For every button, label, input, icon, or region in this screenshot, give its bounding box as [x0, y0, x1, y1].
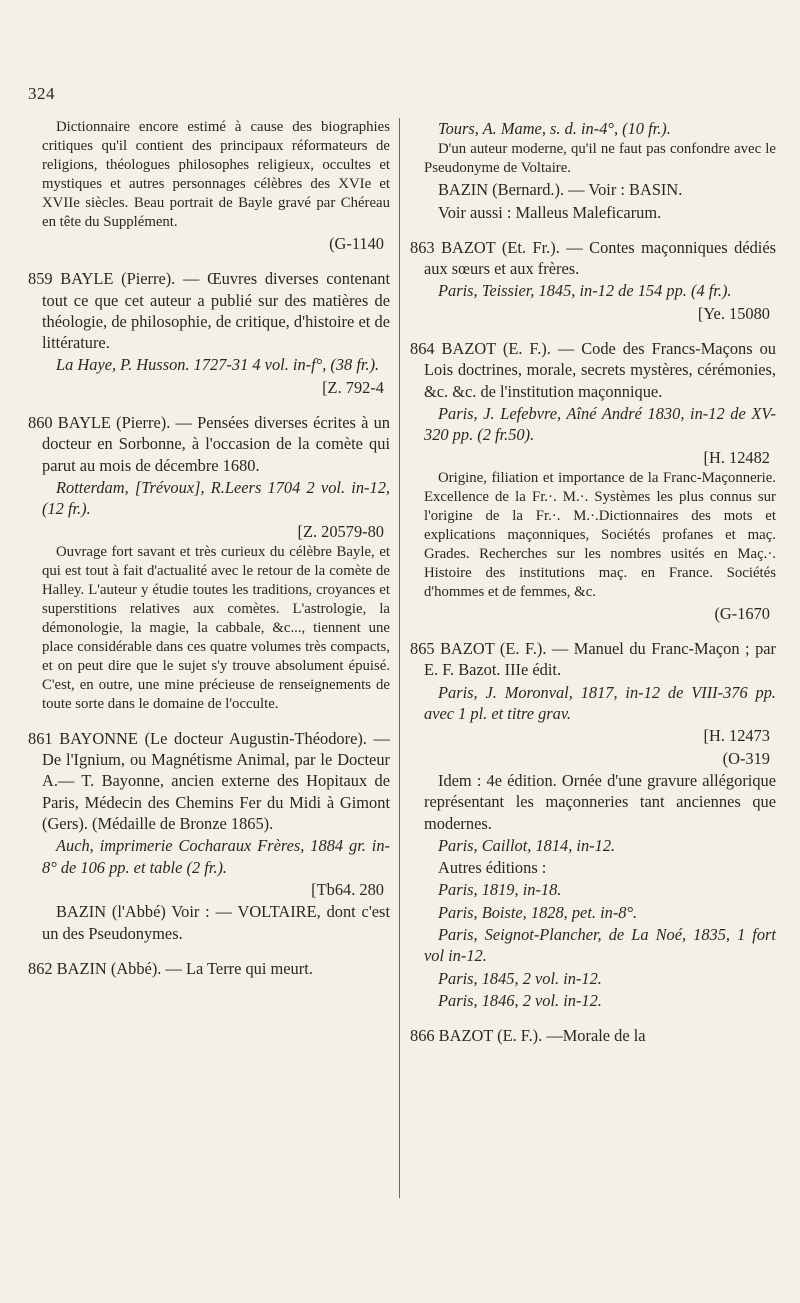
shelfmark: [Tb64. 280: [311, 879, 384, 899]
catalog-entry: 861 BAYONNE (Le docteur Augustin-Théodore). — De l'Ignium, ou Magnétisme Animal, par le Docteur A.— T. Bayonne, ancien externe des Hopitaux de Paris, Médecin des Chemins Fer du Midi à Gimont (Gers). (Médaille de Bronze 1865).: [28, 728, 390, 834]
shelfmark: (G-1670: [714, 603, 770, 623]
annotation-note: D'un auteur moderne, qu'il ne faut pas confondre avec le Pseudonyme de Voltaire.: [424, 141, 776, 177]
imprint-line: Auch, imprimerie Cocharaux Frères, 1884 gr. in-8° de 106 pp. et table (2 fr.).: [42, 836, 390, 877]
shelfmark: [H. 12473: [703, 726, 770, 746]
shelfmark: [Z. 792-4: [322, 377, 384, 397]
annotation-note: Origine, filiation et importance de la Franc-Maçonnerie. Excellence de la Fr.·. M.·. Systèmes les plus connus sur l'origine de la Fr.·. M.·.Dictionnaires des mots et explications maçonniques, Sociétés profanes et maç. Grades. Recherches sur les nombres usités en Maç.·. Histoire des institutions maç. en France. Sociétés d'hommes et de femmes, &c.: [424, 469, 776, 600]
catalog-entry: 863 BAZOT (Et. Fr.). — Contes maçonniques dédiés aux sœurs et aux frères.: [410, 237, 776, 279]
catalog-entry: 859 BAYLE (Pierre). — Œuvres diverses contenant tout ce que cet auteur a publié sur des matières de théologie, de philosophie, de critique, d'histoire et de littérature.: [28, 269, 390, 353]
catalog-entry: 864 BAZOT (E. F.). — Code des Francs-Maçons ou Lois doctrines, morale, secrets mystères, cérémonies, &c. &c. de l'institution maçonnique.: [410, 339, 776, 401]
imprint-line: Paris, J. Lefebvre, Aîné André 1830, in-12 de XV-320 pp. (2 fr.50).: [424, 403, 776, 445]
page-number: 324: [28, 84, 55, 103]
right-column: [410, 118, 776, 1048]
imprint-line: Paris, 1819, in-18.: [438, 880, 562, 900]
cross-reference: Autres éditions :: [438, 858, 547, 878]
shelfmark: [Z. 20579-80: [297, 521, 384, 541]
annotation-note: Ouvrage fort savant et très curieux du célèbre Bayle, et qui est tout à fait d'actualité avec le retour de la comète de Halley. L'auteur y étudie toutes les traditions, croyances et superstitions relatives aux comètes. L'astrologie, la démonologie, la magie, la cabbale, &c..., tiennent une place considérable dans ces quatre volumes très compacts, et on peut dire que le sujet s'y trouve absolument épuisé. C'est, en outre, une mine précieuse de renseignements de toute sorte dans le domaine de l'occulte.: [42, 543, 390, 712]
annotation-note: Dictionnaire encore estimé à cause des biographies critiques qu'il contient des principaux réformateurs de religions, théologues philosophes religieux, occultes et mystiques et autres personnages célèbres des XVIe et XVIIe siècles. Beau portrait de Bayle gravé par Chéreau en tête du Supplément.: [42, 119, 390, 230]
imprint-line: Paris, 1845, 2 vol. in-12.: [438, 968, 602, 988]
imprint-line: La Haye, P. Husson. 1727-31 4 vol. in-f°, (38 fr.).: [56, 355, 380, 375]
catalog-entry: 862 BAZIN (Abbé). — La Terre qui meurt.: [28, 958, 313, 978]
shelfmark: (G-1140: [329, 234, 384, 253]
shelfmark: (O-319: [722, 748, 770, 768]
catalog-entry: 866 BAZOT (E. F.). —Morale de la: [410, 1026, 646, 1046]
catalog-entry: 865 BAZOT (E. F.). — Manuel du Franc-Maçon ; par E. F. Bazot. IIIe édit.: [410, 639, 776, 680]
imprint-line: Paris, Caillot, 1814, in-12.: [438, 835, 616, 855]
cross-reference: BAZIN (l'Abbé) Voir : — VOLTAIRE, dont c'est un des Pseudonymes.: [42, 902, 390, 943]
left-column: [28, 118, 390, 980]
imprint-line: Paris, 1846, 2 vol. in-12.: [438, 990, 602, 1010]
cross-reference: Voir aussi : Malleus Maleficarum.: [438, 202, 662, 222]
shelfmark: [Ye. 15080: [697, 303, 770, 323]
cross-reference: Idem : 4e édition. Ornée d'une gravure allégorique représentant les maçonneries tant anciennes que modernes.: [424, 770, 776, 833]
imprint-line: Paris, Seignot-Plancher, de La Noé, 1835, 1 fort vol in-12.: [424, 925, 776, 966]
imprint-line: Rotterdam, [Trévoux], R.Leers 1704 2 vol. in-12, (12 fr.).: [42, 477, 390, 519]
column-divider: [399, 118, 400, 1198]
catalog-entry: 860 BAYLE (Pierre). — Pensées diverses écrites à un docteur en Sorbonne, à l'occasion de la comète qui parut au mois de décembre 1680.: [28, 413, 390, 475]
shelfmark: [H. 12482: [703, 447, 770, 467]
imprint-line: Paris, Teissier, 1845, in-12 de 154 pp. (4 fr.).: [438, 281, 732, 301]
imprint-line: Paris, Boiste, 1828, pet. in-8°.: [438, 902, 638, 922]
imprint-line: Paris, J. Moronval, 1817, in-12 de VIII-376 pp. avec 1 pl. et titre grav.: [424, 682, 776, 724]
cross-reference: BAZIN (Bernard.). — Voir : BASIN.: [438, 180, 683, 200]
imprint-line: Tours, A. Mame, s. d. in-4°, (10 fr.).: [438, 119, 671, 138]
